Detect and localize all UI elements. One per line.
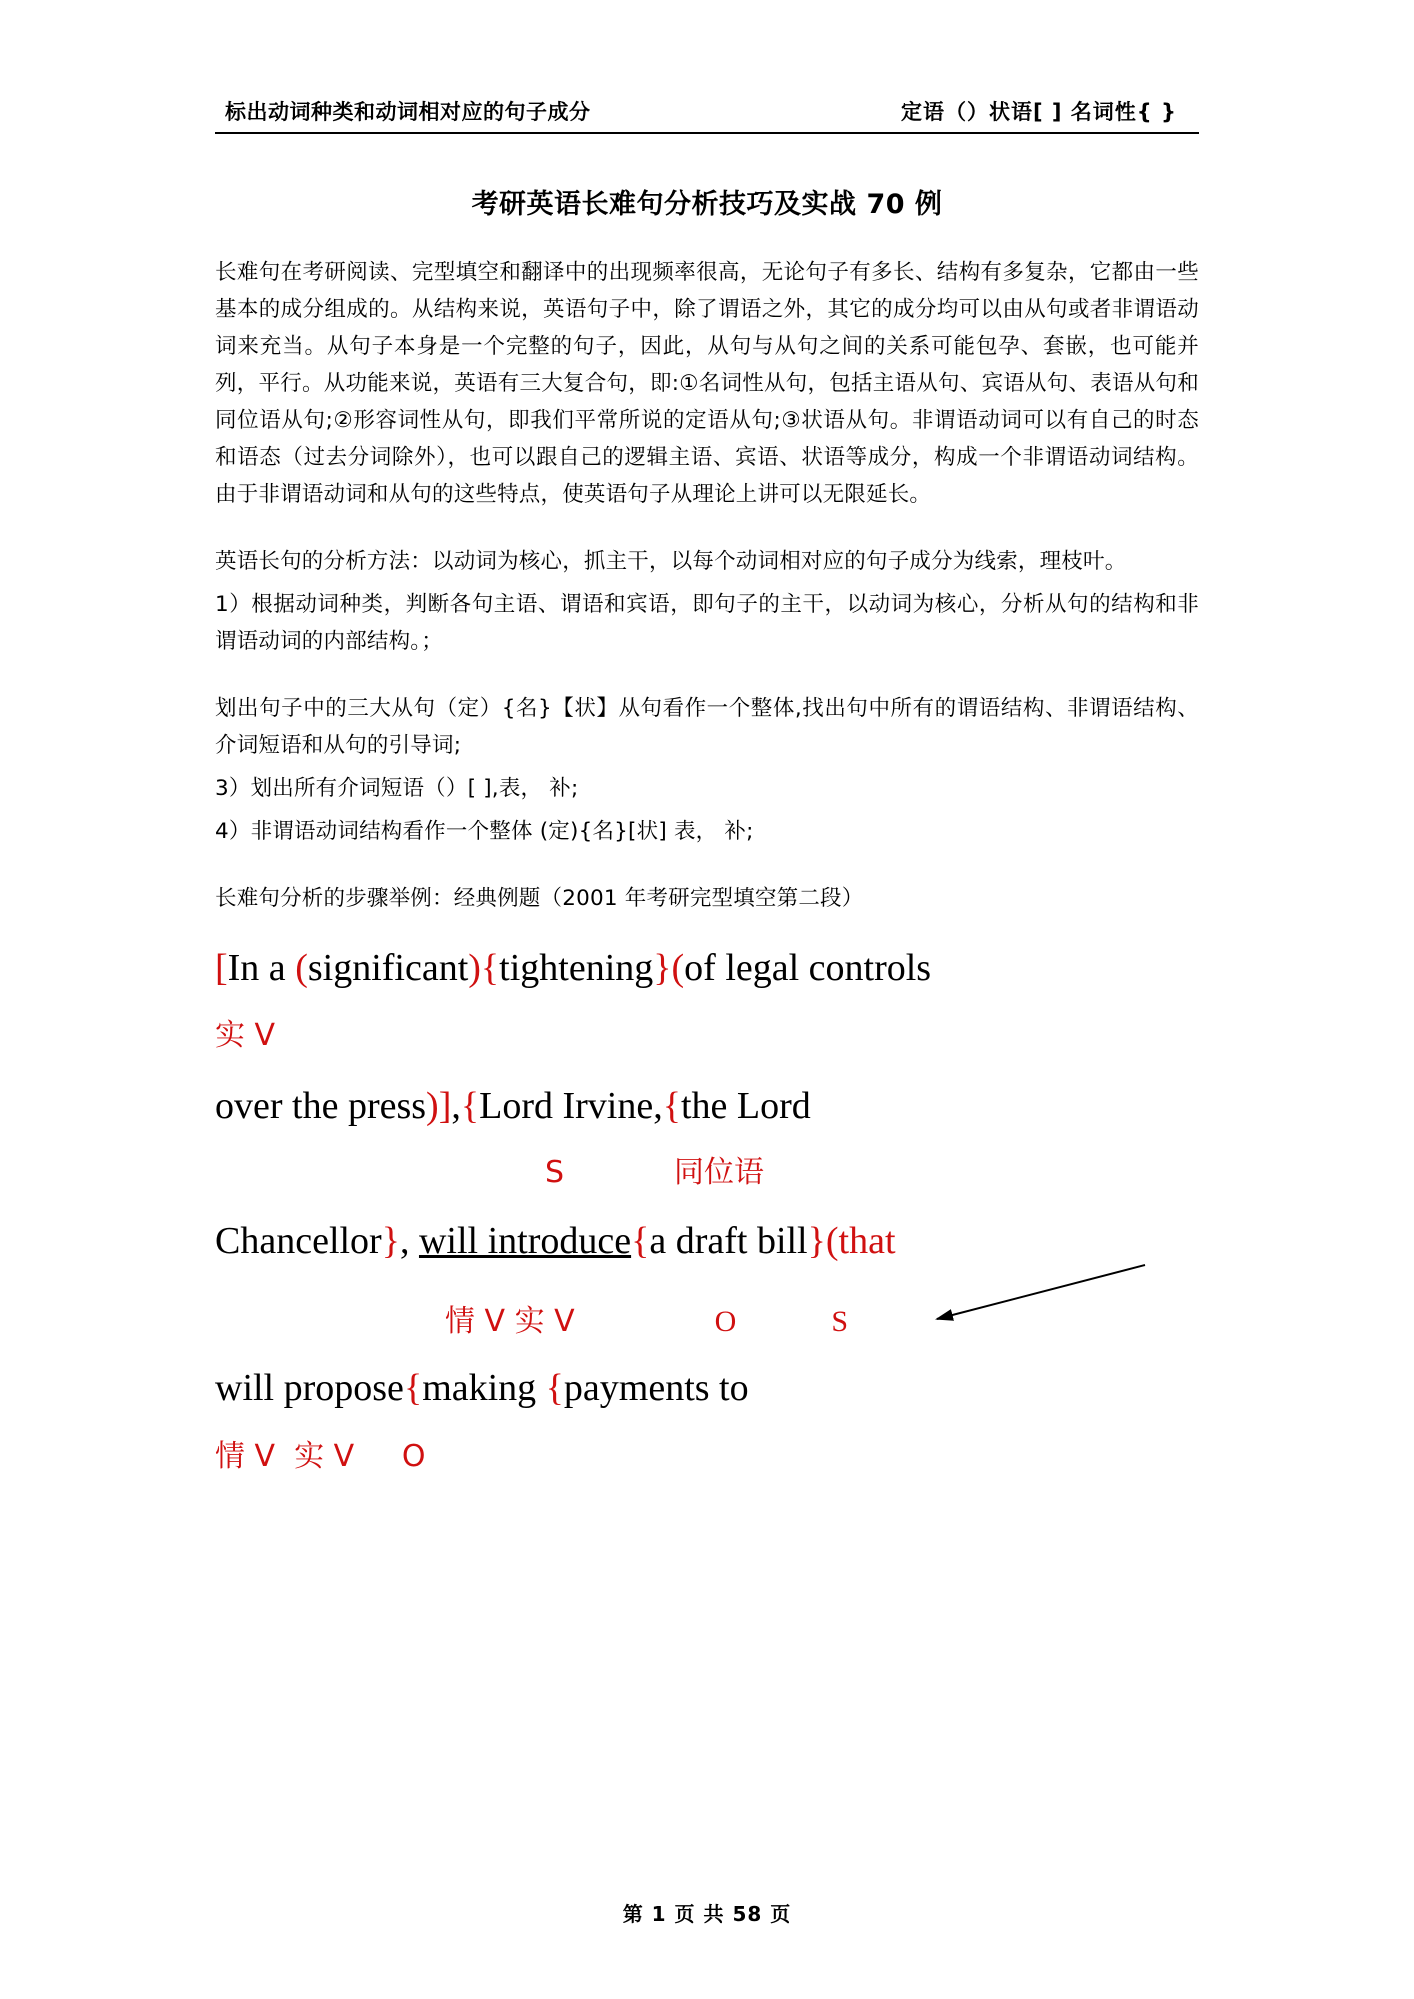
brace-open-4: {	[631, 1220, 650, 1263]
example-marks-1: 实 V	[215, 1018, 276, 1054]
example-marks-3	[215, 1305, 1199, 1338]
example-text-1b: significant	[307, 946, 469, 989]
paragraph-example-intro: 长难句分析的步骤举例：经典例题（2001 年考研完型填空第二段）	[215, 885, 864, 911]
header-right-text: 定语（）状语[ ] 名词性{ }	[900, 100, 1177, 124]
example-text-2d: the Lord	[680, 1085, 811, 1128]
page-footer: 第 1 页 共 58 页	[622, 1902, 792, 1926]
example-line-1	[215, 948, 1199, 990]
brace-close-3: }	[807, 1220, 826, 1263]
example-marks-2	[215, 1156, 1199, 1189]
paren-open-1: (	[295, 946, 308, 989]
example-text-4a: will propose	[215, 1366, 404, 1409]
example-text-3c: a draft bill	[649, 1220, 808, 1263]
example-line-2	[215, 1086, 1199, 1128]
example-text-1a: In a	[227, 946, 296, 989]
example-marks-4: 情 V 实 V O	[215, 1438, 426, 1474]
example-predicate-underlined: will introduce	[418, 1220, 632, 1263]
example-mark-object-3: O	[714, 1304, 737, 1338]
example-text-1d: of legal controls	[684, 946, 932, 989]
example-text-2b: ,	[451, 1085, 461, 1128]
example-mark-verbs-3: 情 V 实 V	[445, 1303, 575, 1339]
brace-open-6: {	[545, 1366, 564, 1409]
header-left-text: 标出动词种类和动词相对应的句子成分	[225, 100, 591, 124]
example-text-2c: Lord Irvine,	[479, 1085, 663, 1128]
example-line-4	[215, 1368, 1199, 1410]
bracket-open-adv: [	[215, 946, 228, 989]
example-text-4b: making	[422, 1366, 546, 1409]
paren-close-1: )	[468, 946, 481, 989]
brace-open-5: {	[403, 1366, 423, 1409]
example-text-2a: over the press	[215, 1085, 427, 1128]
example-text-1c: tightening	[499, 946, 654, 989]
paren-open-2: (	[671, 946, 685, 989]
brace-close-1: }	[653, 946, 672, 989]
example-text-3a: Chancellor	[215, 1220, 382, 1263]
example-analysis-block	[215, 948, 1199, 1473]
paren-open-3: (	[825, 1220, 839, 1263]
paragraph-intro: 长难句在考研阅读、完型填空和翻译中的出现频率很高，无论句子有多长、结构有多复杂，它都由一些基本的成分组成的。从结构来说，英语句子中，除了谓语之外，其它的成分均可以由从句或者非谓语动词来充当。从句子本身是一个完整的句子，因此，从句与从句之间的关系可能包孕、套嵌，也可能并列，平行。从功能来说，英语有三大复合句，即:①名词性从句，包括主语从句、宾语从句、表语从句和同位语从句;②形容词性从句，即我们平常所说的定语从句;③状语从句。非谓语动词可以有自己的时态和语态（过去分词除外），也可以跟自己的逻辑主语、宾语、状语等成分，构成一个非谓语动词结构。由于非谓语动词和从句的这些特点，使英语句子从理论上讲可以无限延长。	[215, 260, 1199, 507]
example-mark-appositive: 同位语	[674, 1155, 765, 1191]
paragraph-step-4: 4）非谓语动词结构看作一个整体 (定){名}[状] 表， 补;	[215, 818, 754, 844]
example-text-4c: payments to	[563, 1366, 749, 1409]
example-mark-subject-1: S	[545, 1155, 565, 1191]
brace-open-3: {	[662, 1085, 681, 1128]
brace-open-1: {	[480, 946, 500, 989]
example-line-3	[215, 1221, 1199, 1263]
paragraph-method: 英语长句的分析方法：以动词为核心，抓主干，以每个动词相对应的句子成分为线索，理枝叶。	[215, 548, 1127, 574]
brace-close-2: }	[381, 1220, 400, 1263]
page-header	[215, 0, 1199, 134]
example-mark-subject-3: S	[831, 1304, 849, 1338]
paren-bracket-close: )]	[426, 1085, 452, 1128]
paragraph-step-1: 1）根据动词种类，判断各句主语、谓语和宾语，即句子的主干，以动词为核心，分析从句的结构和非谓语动词的内部结构。；	[215, 591, 1199, 654]
paragraph-step-3: 3）划出所有介词短语（）[ ],表， 补;	[215, 775, 579, 801]
brace-open-2: {	[460, 1085, 480, 1128]
example-text-3b: ,	[399, 1220, 419, 1263]
paragraph-step-2: 划出句子中的三大从句（定）{名}【状】从句看作一个整体,找出句中所有的谓语结构、非谓语结构、介词短语和从句的引导词;	[215, 695, 1199, 758]
example-text-3d: that	[838, 1220, 896, 1263]
page-title: 考研英语长难句分析技巧及实战 70 例	[471, 189, 943, 220]
